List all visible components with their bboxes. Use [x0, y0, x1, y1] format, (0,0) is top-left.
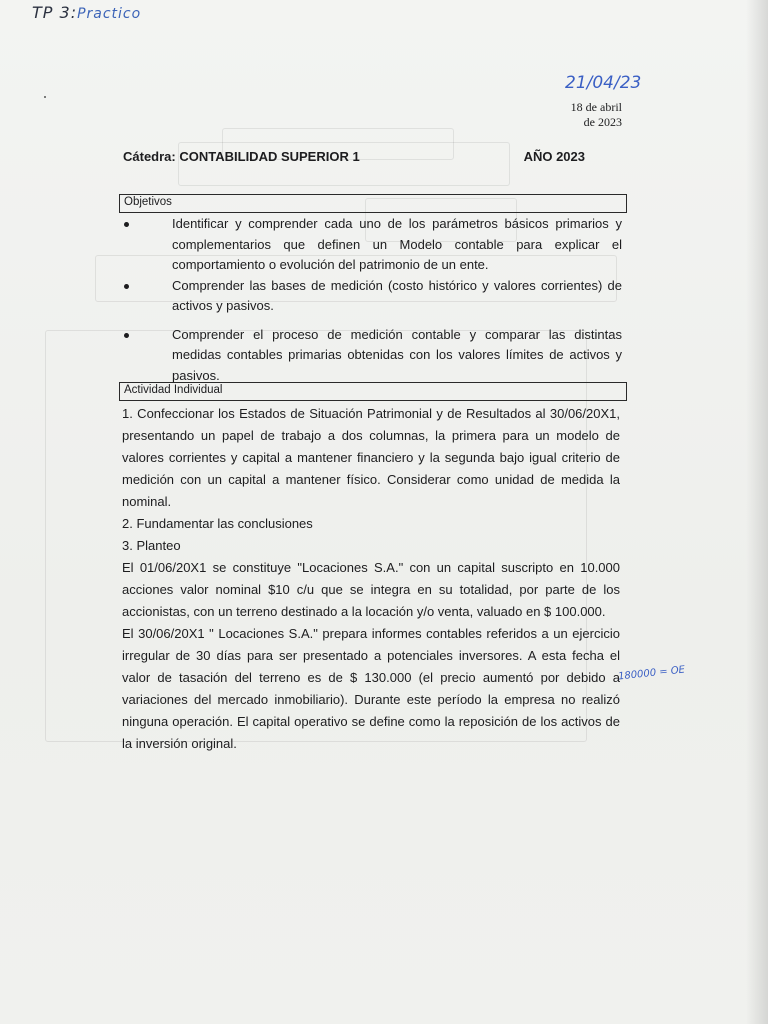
printed-date-line1: 18 de abril: [570, 100, 622, 114]
catedra-line: [123, 149, 585, 164]
catedra-label: Cátedra:: [123, 149, 176, 164]
objetivo-text: Comprender las bases de medición (costo histórico y valores corrientes) de activos y pasivos.: [172, 277, 622, 313]
actividad-paragraph: El 30/06/20X1 " Locaciones S.A." prepara informes contables referidos a un ejercicio irregular de 30 días para ser presentado a potenciales inversores. A esta fecha el valor de tasación del terreno es de $ 130.000 (el precio aumentó por debido a variaciones del mercado inmobiliario). Durante este período la empresa no realizó ninguna operación. El capital operativo se define como la reposición de los activos de la inversión original.: [122, 626, 620, 751]
actividad-paragraph: El 01/06/20X1 se constituye "Locaciones S.A." con un capital suscripto en 10.000 acciones valor nominal $10 c/u que se integra en su totalidad, por parte de los accionistas, con un terreno destinado a la locación y/o venta, valuado en $ 100.000.: [122, 560, 620, 619]
catedra-name: CONTABILIDAD SUPERIOR 1: [179, 149, 360, 164]
objetivos-list: [119, 214, 622, 386]
printed-date: [560, 100, 622, 130]
actividad-body: [122, 403, 620, 755]
handwritten-title: [32, 3, 141, 22]
objetivos-heading: Objetivos: [119, 194, 627, 213]
objetivo-text: Comprender el proceso de medición contable y comparar las distintas medidas contables primarias obtenidas con los valores límites de activos y pasivos.: [172, 326, 622, 383]
handwritten-title-prefix: TP 3:: [32, 3, 78, 22]
objetivo-text: Identificar y comprender cada uno de los parámetros básicos primarios y complementarios que definen un Modelo contable para explicar el comportamiento o evolución del patrimonio de un ente.: [172, 216, 622, 272]
actividad-paragraph: 1. Confeccionar los Estados de Situación Patrimonial y de Resultados al 30/06/20X1, presentando un papel de trabajo a dos columnas, la primera para un modelo de valores corrientes y capital a mantener financiero y la segunda bajo igual criterio de medición con un capital a mantener físico. Considerar como unidad de medida la nominal.: [122, 406, 620, 509]
bullet-icon: [124, 284, 129, 289]
actividad-paragraph: 2. Fundamentar las conclusiones: [122, 516, 313, 531]
catedra-year: AÑO 2023: [523, 149, 585, 164]
bullet-icon: [124, 222, 129, 227]
pen-mark: [44, 96, 46, 98]
objetivo-item: [119, 325, 622, 387]
actividad-heading: Actividad Individual: [119, 382, 627, 401]
objetivo-item: [107, 276, 622, 317]
printed-date-line2: de 2023: [583, 115, 622, 129]
handwritten-title-suffix: Practico: [77, 6, 142, 22]
actividad-paragraph: 3. Planteo: [122, 538, 181, 553]
objetivo-item: [119, 214, 622, 276]
bullet-icon: [124, 333, 129, 338]
page-edge-shadow: [746, 0, 768, 1024]
handwritten-date: 21/04/23: [565, 73, 642, 93]
handwritten-margin-note: 180000 = OE: [617, 664, 686, 683]
